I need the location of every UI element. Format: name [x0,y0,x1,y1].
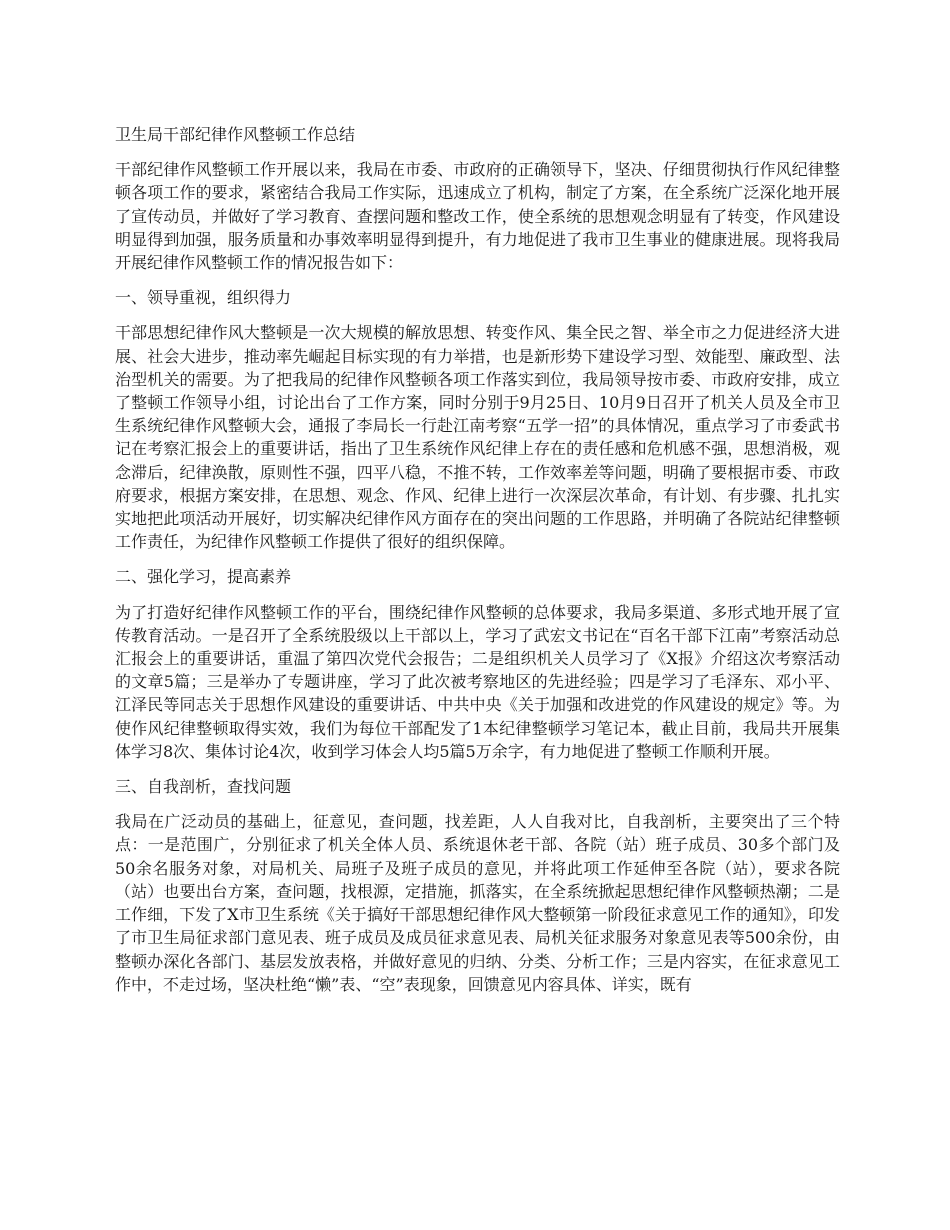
section-3-body: 我局在广泛动员的基础上，征意见，查问题，找差距，人人自我对比，自我剖析，主要突出了三个特点：一是范围广，分别征求了机关全体人员、系统退休老干部、各院（站）班子成员、30多个部门及50余名服务对象，对局机关、局班子及班子成员的意见，并将此项工作延伸至各院（站），要求各院（站）也要出台方案，查问题，找根源，定措施，抓落实，在全系统掀起思想纪律作风整顿热潮；二是工作细，下发了X市卫生系统《关于搞好干部思想纪律作风大整顿第一阶段征求意见工作的通知》，印发了市卫生局征求部门意见表、班子成员及成员征求意见表、局机关征求服务对象意见表等500余份，由整顿办深化各部门、基层发放表格，并做好意见的归纳、分类、分析工作；三是内容实，在征求意见工作中，不走过场，坚决杜绝“懒”表、“空”表现象，回馈意见内容具体、详实，既有 [115,812,840,994]
section-3-heading: 三、自我剖析，查找问题 [115,777,292,797]
section-2-heading: 二、强化学习，提高素养 [115,567,292,587]
intro-paragraph: 干部纪律作风整顿工作开展以来，我局在市委、市政府的正确领导下，坚决、仔细贯彻执行作风纪律整顿各项工作的要求，紧密结合我局工作实际，迅速成立了机构，制定了方案，在全系统广泛深化地开展了宣传动员，并做好了学习教育、查摆问题和整改工作，使全系统的思想观念明显有了转变，作风建设明显得到加强，服务质量和办事效率明显得到提升，有力地促进了我市卫生事业的健康进展。现将我局开展纪律作风整顿工作的情况报告如下： [115,160,840,273]
document-page [115,123,840,1008]
document-title: 卫生局干部纪律作风整顿工作总结 [115,125,356,144]
section-2-body: 为了打造好纪律作风整顿工作的平台，围绕纪律作风整顿的总体要求，我局多渠道、多形式地开展了宣传教育活动。一是召开了全系统股级以上干部以上，学习了武宏文书记在“百名干部下江南”考察活动总汇报会上的重要讲话，重温了第四次党代会报告；二是组织机关人员学习了《X报》介绍这次考察活动的文章5篇；三是举办了专题讲座，学习了此次被考察地区的先进经验；四是学习了毛泽东、邓小平、江泽民等同志关于思想作风建设的重要讲话、中共中央《关于加强和改进党的作风建设的规定》等。为使作风纪律整顿取得实效，我们为每位干部配发了1本纪律整顿学习笔记本，截止目前，我局共开展集体学习8次、集体讨论4次，收到学习体会人均5篇5万余字，有力地促进了整顿工作顺利开展。 [115,602,840,761]
section-1-heading: 一、领导重视，组织得力 [115,288,292,308]
section-1-body: 干部思想纪律作风大整顿是一次大规模的解放思想、转变作风、集全民之智、举全市之力促进经济大进展、社会大进步，推动率先崛起目标实现的有力举措，也是新形势下建设学习型、效能型、廉政型、法治型机关的需要。为了把我局的纪律作风整顿各项工作落实到位，我局领导按市委、市政府安排，成立了整顿工作领导小组，讨论出台了工作方案，同时分别于9月25日、10月9日召开了机关人员及全市卫生系统纪律作风整顿大会，通报了李局长一行赴江南考察“五学一招”的具体情况，重点学习了市委武书记在考察汇报会上的重要讲话，指出了卫生系统作风纪律上存在的责任感和危机感不强，思想消极，观念滞后，纪律涣散，原则性不强，四平八稳，不推不转，工作效率差等问题，明确了要根据市委、市政府要求，根据方案安排，在思想、观念、作风、纪律上进行一次深层次革命，有计划、有步骤、扎扎实实地把此项活动开展好，切实解决纪律作风方面存在的突出问题的工作思路，并明确了各院站纪律整顿工作责任，为纪律作风整顿工作提供了很好的组织保障。 [115,323,840,552]
